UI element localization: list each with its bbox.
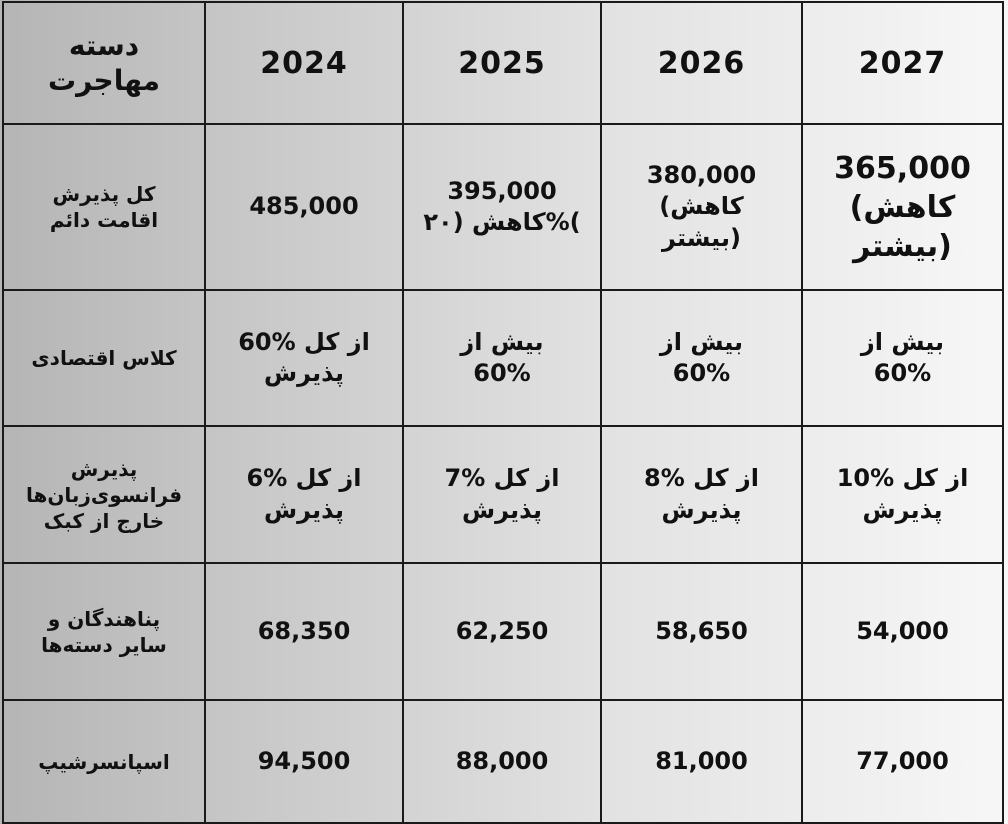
table-cell: از کل %7 پذیرش: [403, 426, 601, 563]
table-row-refugees: [3, 563, 1003, 700]
table-cell: 58,650: [601, 563, 802, 700]
header-category-cell: دسته مهاجرت: [3, 2, 205, 124]
table-cell: 94,500: [205, 700, 403, 823]
table-cell: از کل %8 پذیرش: [601, 426, 802, 563]
table-cell: 81,000: [601, 700, 802, 823]
table-row-total-admissions: [3, 124, 1003, 290]
table-cell: بیش از 60%: [403, 290, 601, 426]
table-cell: 380,000 کاهش) (بیشتر: [601, 124, 802, 290]
table-cell: 68,350: [205, 563, 403, 700]
row-category-label: کلاس اقتصادی: [3, 290, 205, 426]
row-category-label: پذیرش فرانسوی‌زبان‌ها خارج از کبک: [3, 426, 205, 563]
table-cell: 365,000 کاهش) (بیشتر: [802, 124, 1003, 290]
header-year-2027: 2027: [802, 2, 1003, 124]
table-row-sponsorship: [3, 700, 1003, 823]
header-year-2026: 2026: [601, 2, 802, 124]
table-cell: 54,000: [802, 563, 1003, 700]
row-category-label: اسپانسرشیپ: [3, 700, 205, 823]
row-category-label: پناهندگان و سایر دسته‌ها: [3, 563, 205, 700]
table-row-economic-class: [3, 290, 1003, 426]
table-cell: 77,000: [802, 700, 1003, 823]
table-cell: 62,250: [403, 563, 601, 700]
table-header-row: [3, 2, 1003, 124]
immigration-levels-table: [2, 1, 1004, 824]
table-cell: بیش از 60%: [601, 290, 802, 426]
table-cell: از کل %10 پذیرش: [802, 426, 1003, 563]
table-cell: بیش از 60%: [802, 290, 1003, 426]
table-cell: 395,000 (%کاهش ۲۰): [403, 124, 601, 290]
table-cell: از کل %60 پذیرش: [205, 290, 403, 426]
row-category-label: کل پذیرش اقامت دائم: [3, 124, 205, 290]
table-cell: از کل %6 پذیرش: [205, 426, 403, 563]
table-cell: 88,000: [403, 700, 601, 823]
table-cell: 485,000: [205, 124, 403, 290]
table-row-francophone-admissions: [3, 426, 1003, 563]
header-year-2025: 2025: [403, 2, 601, 124]
header-year-2024: 2024: [205, 2, 403, 124]
